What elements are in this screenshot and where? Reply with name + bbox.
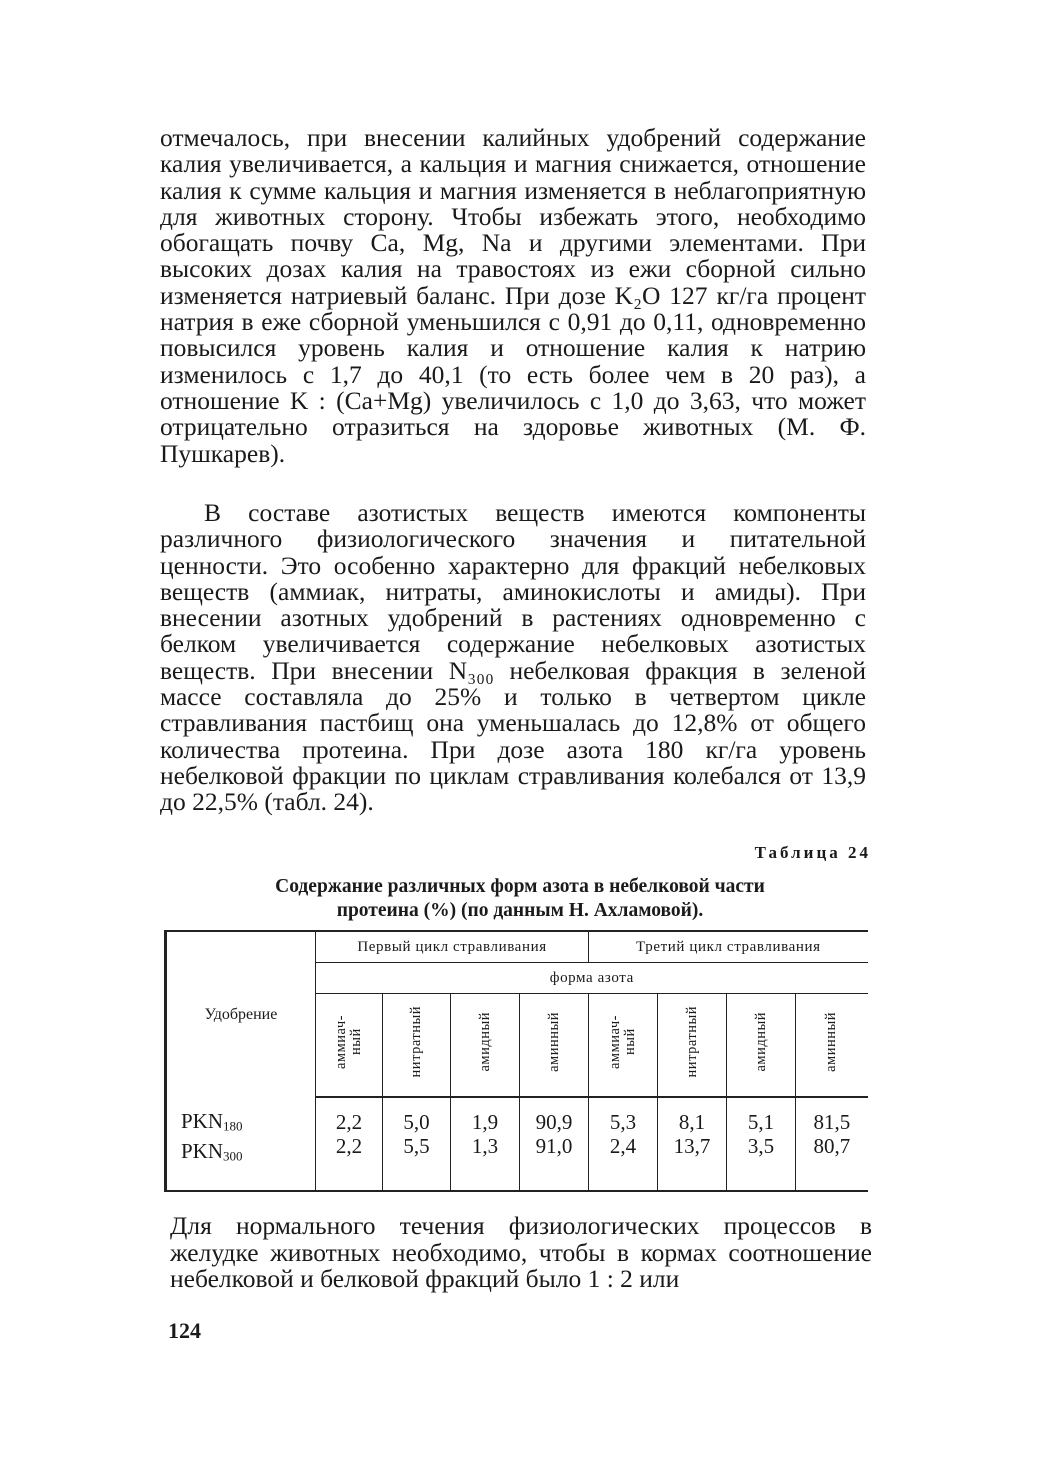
column-header-label: нитратный: [683, 1006, 700, 1078]
table-value: 90,9: [535, 1110, 573, 1134]
fertilizer-dose: 300: [223, 1148, 243, 1164]
table-value: 2,4: [609, 1134, 637, 1158]
column-header-label: нитратный: [408, 1006, 424, 1078]
value-cell: [316, 1097, 383, 1191]
column-header-label: амидный: [476, 1012, 493, 1072]
table-value: 5,1: [747, 1110, 775, 1134]
column-header-label: амидный: [752, 1012, 769, 1072]
fertilizer-pkn300: [181, 1139, 315, 1169]
value-cell: [658, 1097, 727, 1191]
table-title: [160, 875, 880, 923]
value-cell: [451, 1097, 520, 1191]
column-header: [383, 994, 451, 1098]
third-cycle-header: Третий цикл стравливания: [589, 931, 868, 963]
paragraph-1: отмечалось, при внесении калийных удобрений содержание калия увеличивается, а кальция и магния снижается, отношение калия к сумме кальция и магния изменяется в неблагоприятную для животных сторону. Чтобы избежать этого, необходимо обогащать почву Ca, Mg, Na и другими элементами. При высоких дозах калия на травостоях из ежи сборной сильно изменяется натриевый баланс. При дозе K₂O 127 кг/га процент натрия в еже сборной уменьшился с 0,91 до 0,11, одновременно повысился уровень калия и отношение калия к натрию изменилось с 1,7 до 40,1 (то есть более чем в 20 раз), а отношение K : (Ca+Mg) увеличилось с 1,0 до 3,63, что может отрицательно отразиться на здоровье животных (М. Ф. Пушкарев).: [160, 123, 866, 468]
table-value: 2,2: [335, 1110, 363, 1134]
value-cell: [520, 1097, 589, 1191]
table-value: 5,5: [403, 1134, 430, 1158]
fertilizer-base: PKN: [181, 1109, 224, 1133]
table-value: 1,3: [471, 1134, 499, 1158]
nitrogen-form-header: форма азота: [316, 963, 868, 994]
table-title-line-2: протеина (%) (по данным Н. Ахламовой).: [336, 900, 704, 921]
column-header-label: аммиач- ный: [333, 1014, 364, 1070]
table-title-line-1: Содержание различных форм азота в небелковой части: [275, 876, 765, 897]
value-cell: [383, 1097, 451, 1191]
fertilizer-dose: 180: [223, 1118, 243, 1134]
paragraph-2: В составе азотистых веществ имеются компоненты различного физиологического значения и питательной ценности. Это особенно характерно для фракций небелковых веществ (аммиак, нитраты, аминокислоты и амиды). При внесении азотных удобрений в растениях одновременно с белком увеличивается содержание небелковых азотистых веществ. При внесении N₃₀₀ небелковая фракция в зеленой массе составляла до 25% и только в четвертом цикле стравливания пастбищ она уменьшалась до 12,8% от общего количества протеина. При дозе азота 180 кг/га уровень небелковой фракции по циклам стравливания колебался от 13,9 до 22,5% (табл. 24).: [160, 498, 866, 817]
value-cell: [796, 1097, 868, 1191]
nitrogen-forms-table: [164, 930, 868, 1192]
table-value: 5,0: [403, 1110, 430, 1134]
table-value: 81,5: [813, 1110, 851, 1134]
column-header: [520, 994, 589, 1098]
column-header-label: аммиач- ный: [607, 1014, 639, 1070]
table-value: 13,7: [673, 1134, 711, 1158]
paragraph-3: Для нормального течения физиологических процессов в желудке животных необходимо, чтобы в кормах соотношение небелковой и белковой фракций было 1 : 2 или: [170, 1211, 872, 1293]
fertilizer-base: PKN: [181, 1138, 224, 1163]
column-header: [658, 994, 727, 1098]
column-header-label: аминный: [823, 1012, 840, 1072]
first-cycle-header: Первый цикл стравливания: [316, 931, 589, 963]
column-header: [796, 994, 868, 1098]
page-number: 124: [168, 1318, 201, 1343]
table-value: 8,1: [678, 1110, 706, 1134]
table-value: 5,3: [609, 1110, 637, 1134]
table-number: Таблица 24: [754, 843, 871, 862]
table-value: 3,5: [747, 1134, 775, 1158]
table-value: 91,0: [535, 1134, 573, 1158]
fertilizer-column-header: [166, 931, 316, 1097]
fertilizer-pkn180: [181, 1109, 315, 1139]
column-header: [451, 994, 520, 1098]
value-cell: [589, 1097, 658, 1191]
value-cell: [727, 1097, 796, 1191]
fertilizer-header-label: Удобрение: [204, 1005, 278, 1023]
column-header: [589, 994, 658, 1098]
column-header: [727, 994, 796, 1098]
table-value: 1,9: [471, 1110, 499, 1134]
column-header-label: аминный: [545, 1012, 562, 1072]
table-value: 80,7: [813, 1134, 851, 1158]
table-value: 2,2: [335, 1134, 363, 1158]
column-header: [316, 994, 383, 1098]
fertilizer-cell: [166, 1097, 316, 1191]
table-body-row: [166, 1097, 868, 1191]
